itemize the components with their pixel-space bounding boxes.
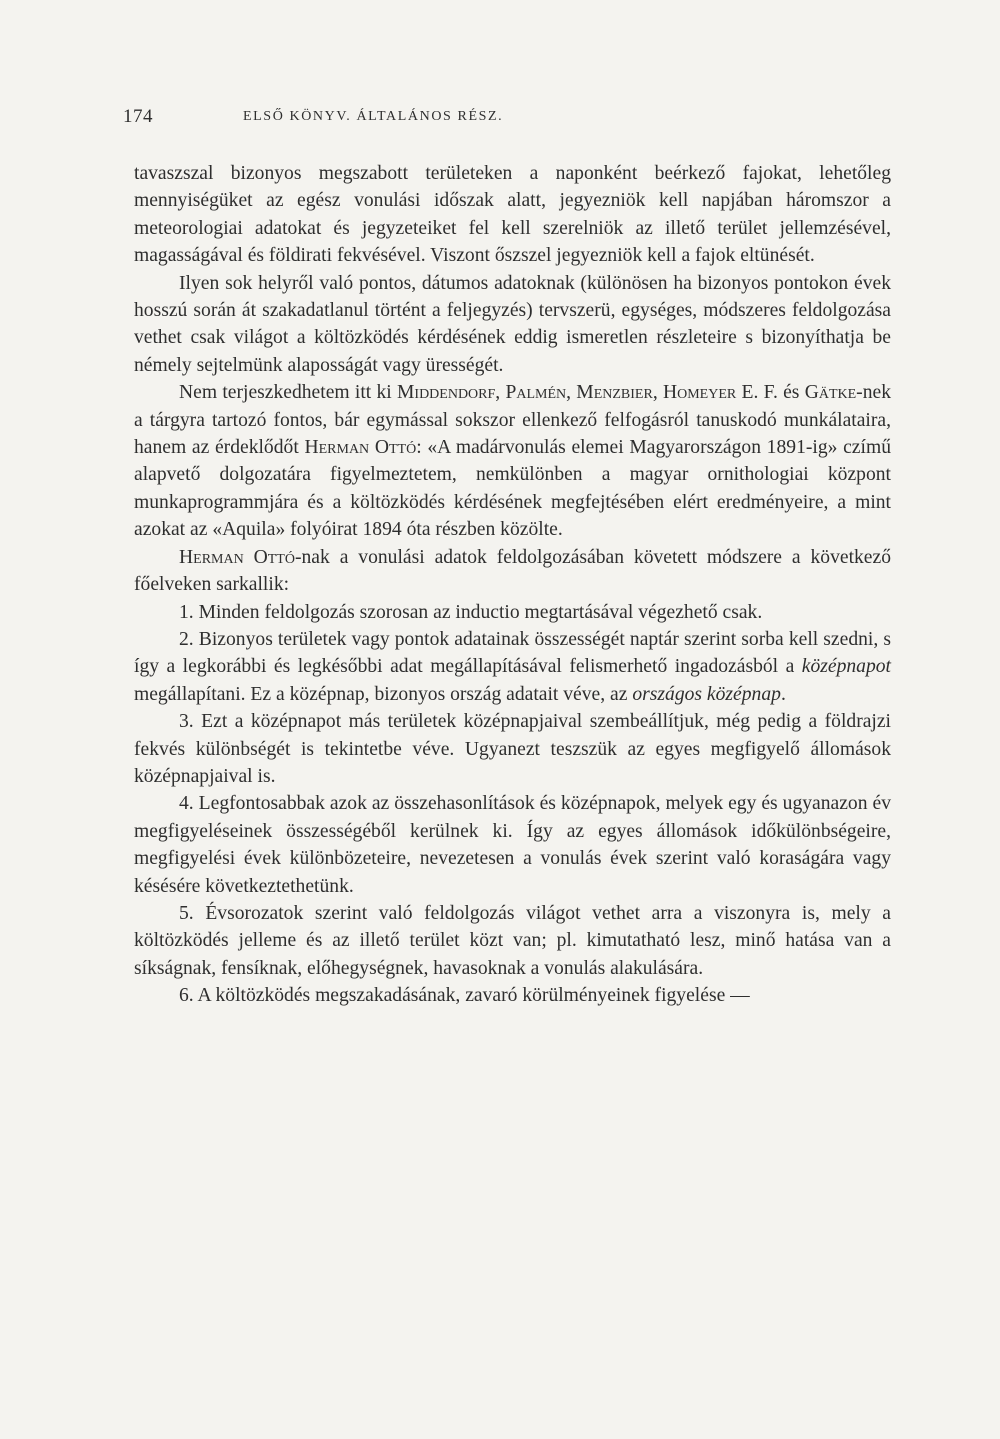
author-name: Menzbier (576, 382, 653, 404)
list-item-6: 6. A költözködés megszakadásának, zavaró körülményeinek figyelése — (179, 985, 750, 1007)
emphasis: országos középnap (632, 683, 781, 705)
paragraph-data-processing: Ilyen sok helyről való pontos, dátumos adatoknak (különösen ha bizonyos pontokon évek hosszú során át szakadatlanul történt a feljegyzés) tervszerü, egységes, módszeres feldolgozása vethet csak világot a költözködés kérdésének eddig ismeretlen részleteire s bizonyíthatja be némely sejtelmünk alaposságát vagy ürességét. (134, 272, 891, 376)
paragraph-literature: Nem terjeszkedhetem itt ki Middendorf, Palmén, Menzbier, Homeyer E. F. és Gätke-nek a tárgyra tartozó fontos, bár egymással sokszor ellenkező felfogásról tanuskodó munkálataira, hanem az érdeklődőt Herman Ottó: «A madárvonulás elemei Magyarországon 1891-ig» czímű alapvető dolgozatára figyelmeztetem, nemkülönben a magyar ornithologiai központ munkaprogrammjára és a költözködés kérdésének megfejtésében elért eredményeire, a mint azokat az «Aquila» folyóirat 1894 óta részben közölte. (134, 382, 891, 541)
list-item-5: 5. Évsorozatok szerint való feldolgozás világot vethet arra a viszonyra is, mely a költözködés jelleme és az illető terület közt van; pl. kimutatható lesz, minő hatása van a síkságnak, fensíknak, előhegységnek, havasoknak a vonulás alakulására. (134, 902, 891, 979)
author-name: Homeyer (662, 382, 737, 404)
author-name: Herman Ottó (179, 546, 295, 568)
running-head (123, 106, 890, 130)
author-name: Middendorf (396, 382, 496, 404)
list-item-1: 1. Minden feldolgozás szorosan az inductio megtartásával végezhető csak. (179, 601, 763, 623)
paragraph-continuation: tavaszszal bizonyos megszabott területeken a naponként beérkező fajokat, lehetőleg mennyiségüket az egész vonulási időszak alatt, jegyezniök kell napjában háromszor a meteorologiai adatokat és jegyzeteiket fel kell szerelniök az illető terület jellemzésével, magasságával és földirati fekvésével. Viszont őszszel jegyezniök kell a fajok eltünését. (134, 163, 891, 267)
running-title: ELSŐ KÖNYV. ÁLTALÁNOS RÉSZ. (243, 109, 504, 124)
author-name: Palmén (505, 382, 567, 404)
page-number: 174 (123, 106, 153, 127)
list-item-4: 4. Legfontosabbak azok az összehasonlítások és középnapok, melyek egy és ugyanazon év megfigyeléseinek összességéből kerülnek ki. Így az egyes állomások időkülönbségeire, megfigyelési évek különbözeteire, nevezetesen a vonulás évek szerint való koraságára vagy késésére következtethetünk. (134, 793, 891, 897)
list-item-3: 3. Ezt a középnapot más területek középnapjaival szembeállítjuk, még pedig a földrajzi fekvés különbségét is tekintetbe véve. Ugyanezt teszszük az egyes megfigyelő állomások középnapjaival is. (134, 711, 891, 787)
paragraph-method-intro: Herman Ottó-nak a vonulási adatok feldolgozásában követett módszere a következő főelveken sarkallik: (134, 546, 892, 596)
author-name: Herman Ottó (304, 437, 417, 459)
list-item-2: 2. Bizonyos területek vagy pontok adatainak összességét naptár szerint sorba kell szedni, s így a legkorábbi és legkésőbbi adat megállapításával felismerhető ingadozásból a középnapot megállapítani. Ez a középnap, bizonyos ország adatait véve, az országos középnap. (134, 628, 891, 705)
author-name: Gätke (804, 382, 857, 404)
body-text (134, 160, 891, 1010)
emphasis: középnapot (801, 656, 891, 678)
